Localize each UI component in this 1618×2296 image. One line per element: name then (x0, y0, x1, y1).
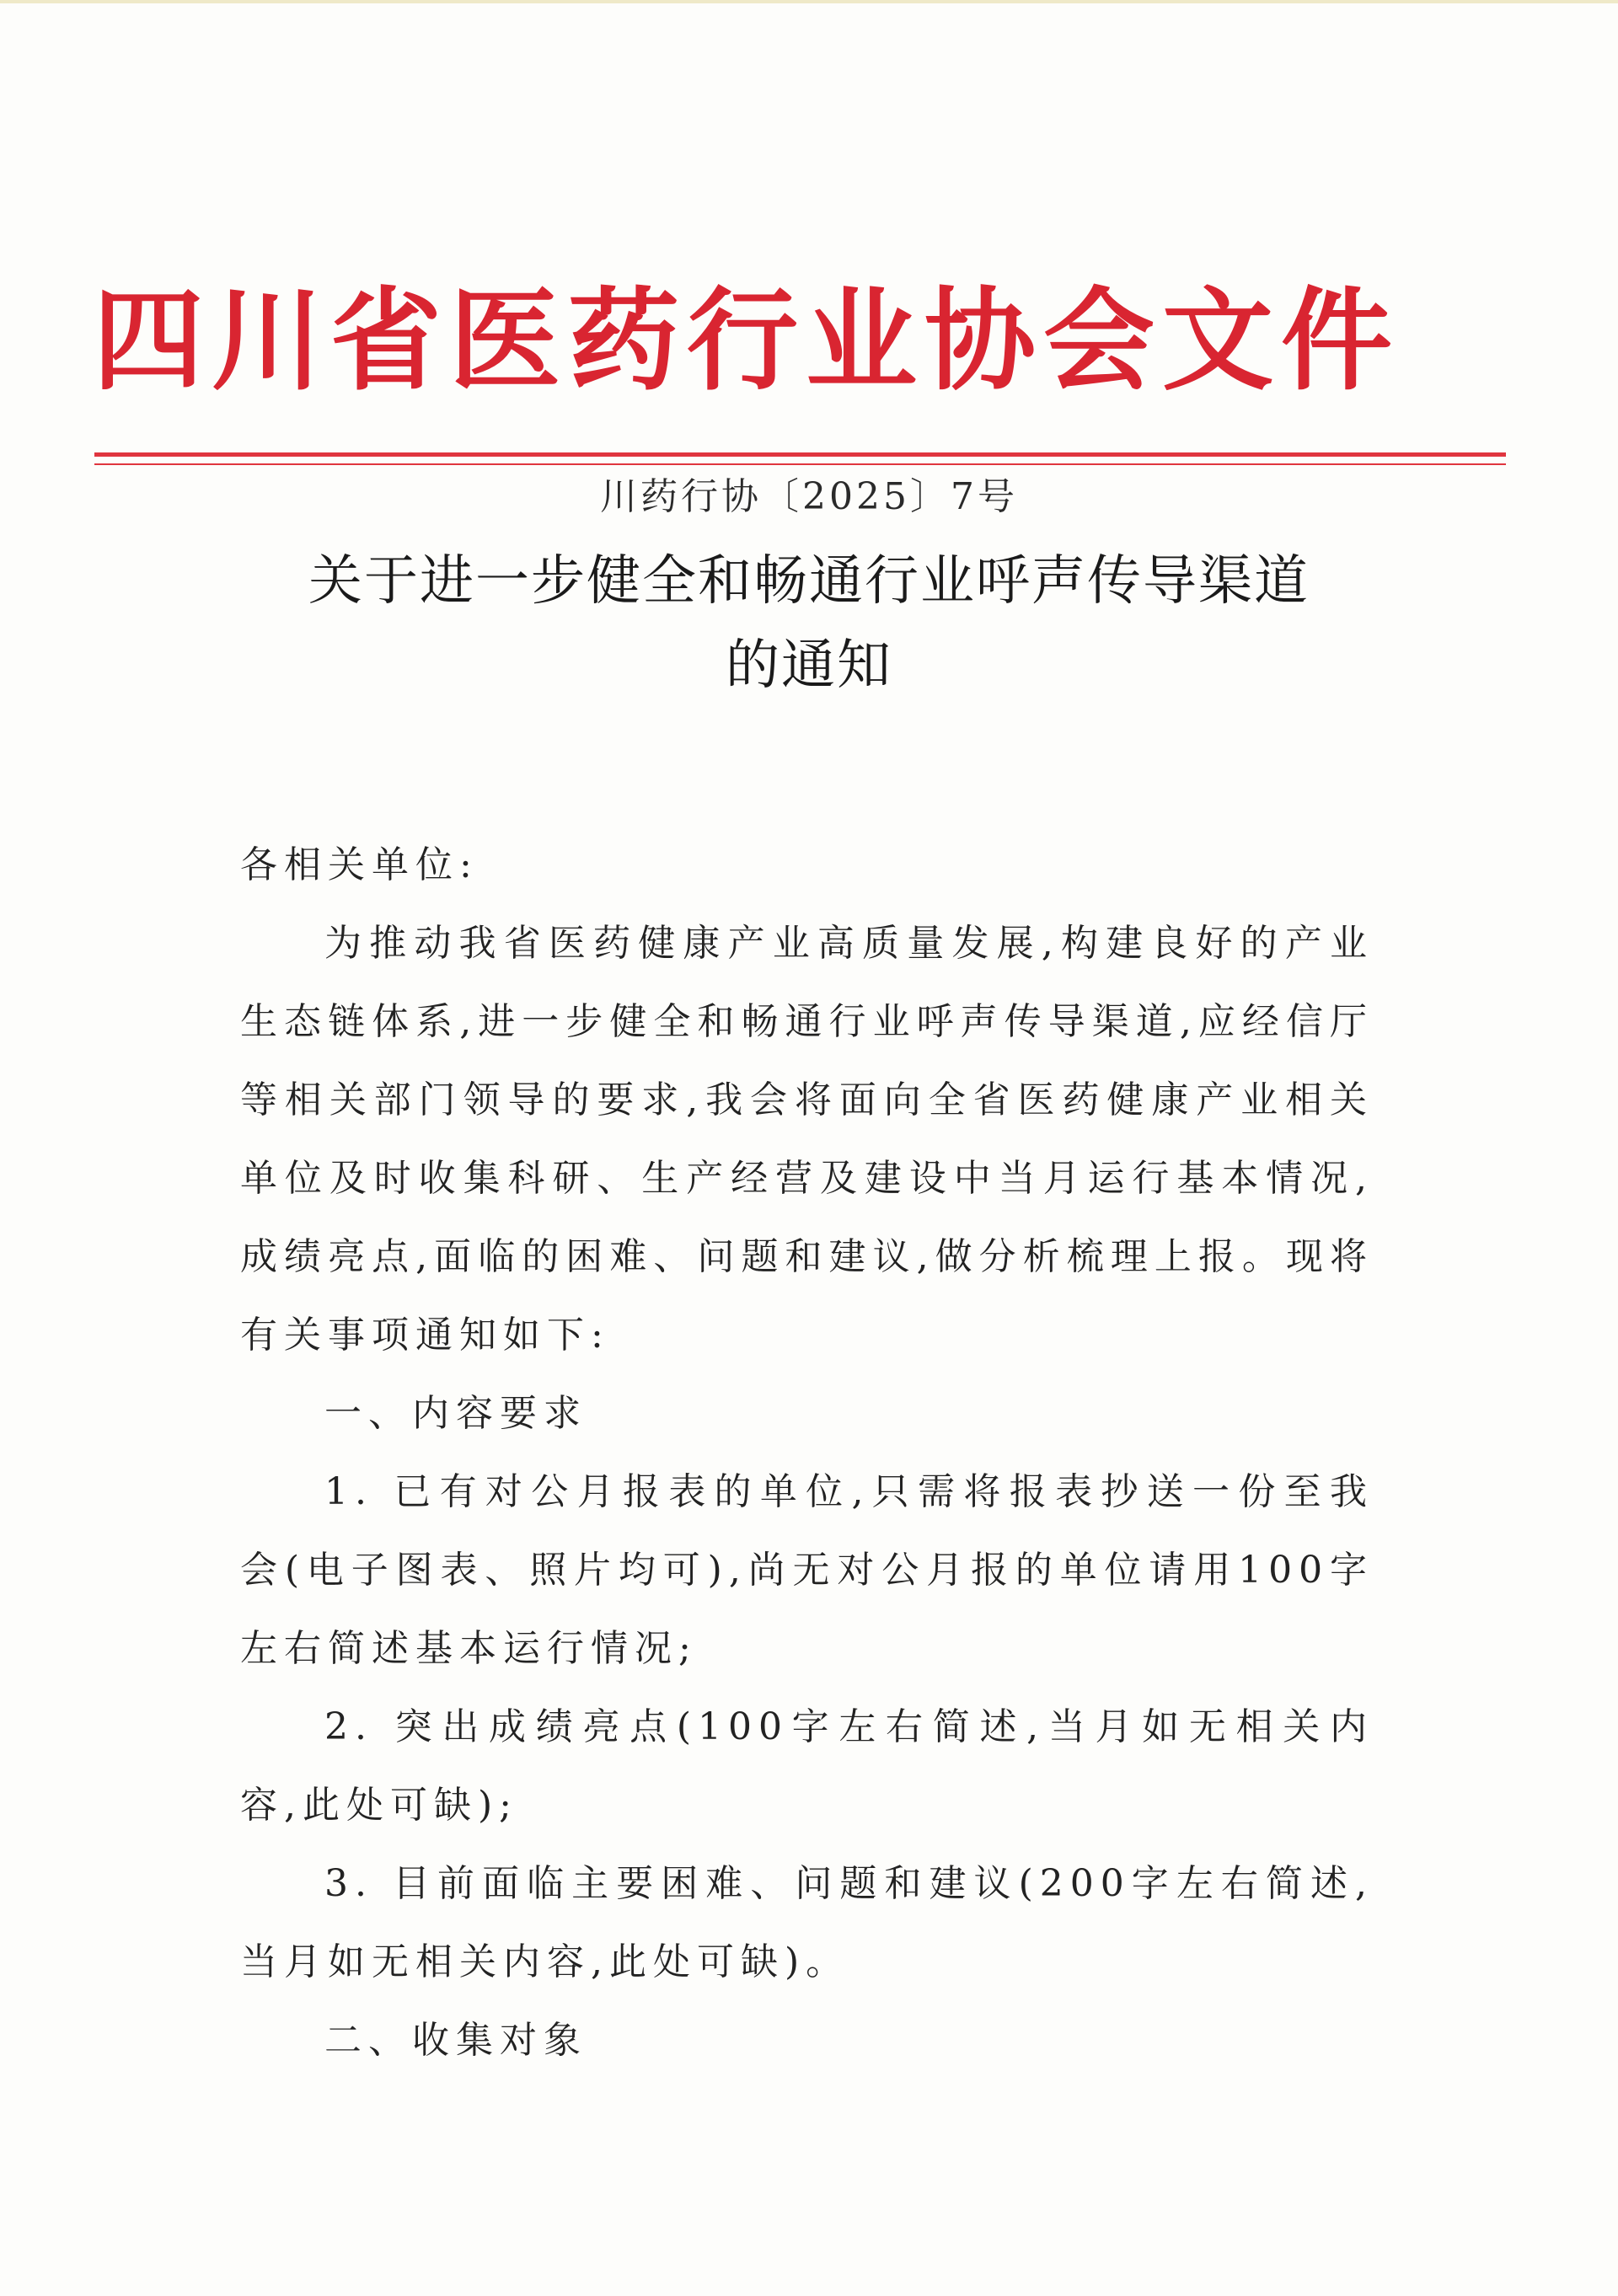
header-red-rule-thick (94, 452, 1506, 457)
document-body (240, 826, 1374, 2079)
document-title (169, 539, 1449, 708)
list-item-1: 1. 已有对公月报表的单位,只需将报表抄送一份至我会(电子图表、照片均可),尚无对公月报的单位请用100字左右简述基本运行情况; (240, 1470, 1374, 1670)
page-top-edge (0, 0, 1618, 3)
section-1-heading: 一、内容要求 (324, 1392, 587, 1435)
header-red-rule-thin (94, 463, 1506, 465)
issuing-org-header: 四川省医药行业协会文件 (93, 278, 1400, 404)
section-2-heading: 二、收集对象 (324, 2019, 587, 2062)
document-title-line-1: 关于进一步健全和畅通行业呼声传导渠道 (308, 550, 1310, 613)
list-item-2: 2. 突出成绩亮点(100字左右简述,当月如无相关内容,此处可缺); (240, 1705, 1374, 1827)
salutation: 各相关单位: (240, 843, 479, 886)
intro-paragraph: 为推动我省医药健康产业高质量发展,构建良好的产业生态链体系,进一步健全和畅通行业呼声传导渠道,应经信厅等相关部门领导的要求,我会将面向全省医药健康产业相关单位及时收集科研、生产经营及建设中当月运行基本情况,成绩亮点,面临的困难、问题和建议,做分析梳理上报。现将有关事项通知如下: (240, 922, 1374, 1357)
document-number: 川药行协〔2025〕7号 (600, 475, 1018, 518)
document-title-line-2: 的通知 (726, 634, 892, 697)
list-item-3: 3. 目前面临主要困难、问题和建议(200字左右简述,当月如无相关内容,此处可缺)。 (240, 1862, 1374, 1983)
